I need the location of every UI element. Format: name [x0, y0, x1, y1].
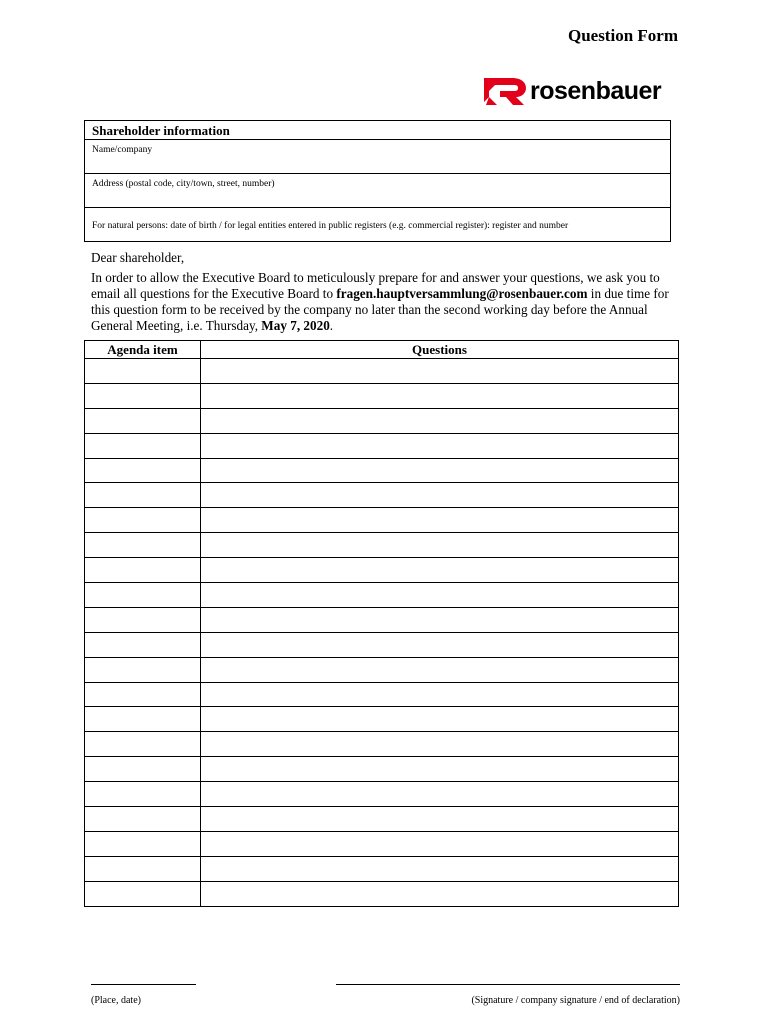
agenda-item-cell[interactable] [85, 807, 201, 832]
deadline-date: May 7, 2020 [261, 318, 330, 333]
table-row [85, 483, 679, 508]
table-row [85, 408, 679, 433]
table-row [85, 657, 679, 682]
table-row [85, 757, 679, 782]
rosenbauer-r-logo-icon [482, 75, 528, 107]
table-row [85, 508, 679, 533]
question-cell[interactable] [201, 632, 679, 657]
table-row [85, 831, 679, 856]
letter-body-part1: In order to allow the Executive Board to meticulously prepare for and answer your questions, we ask you to email all questions for the Executive Board to [91, 270, 660, 301]
agenda-item-cell[interactable] [85, 856, 201, 881]
table-row [85, 682, 679, 707]
agenda-item-cell[interactable] [85, 383, 201, 408]
question-cell[interactable] [201, 458, 679, 483]
name-company-field[interactable] [85, 140, 670, 174]
agenda-item-cell[interactable] [85, 359, 201, 384]
logo-wordmark: rosenbauer [530, 76, 662, 105]
agenda-item-cell[interactable] [85, 558, 201, 583]
table-row [85, 632, 679, 657]
question-cell[interactable] [201, 359, 679, 384]
agenda-item-cell[interactable] [85, 657, 201, 682]
question-cell[interactable] [201, 408, 679, 433]
question-cell[interactable] [201, 881, 679, 906]
name-company-label: Name/company [92, 145, 153, 155]
email-address[interactable]: fragen.hauptversammlung@rosenbauer.com [336, 286, 588, 301]
question-cell[interactable] [201, 682, 679, 707]
questions-table-body [85, 359, 679, 907]
instruction-letter [91, 250, 681, 334]
letter-body-part2: in due time for this question form to be received by the company no later than the second working day before the Annual General Meeting, i.e. Thursday, [91, 286, 669, 333]
form-title: Question Form [567, 26, 678, 45]
letter-body [91, 270, 681, 334]
letter-body-end: . [329, 318, 334, 333]
shareholder-info-box [84, 120, 671, 242]
questions-header: Questions [201, 341, 679, 359]
signature-line[interactable] [336, 984, 680, 985]
agenda-item-cell[interactable] [85, 433, 201, 458]
table-row [85, 533, 679, 558]
agenda-item-cell[interactable] [85, 533, 201, 558]
table-row [85, 782, 679, 807]
question-cell[interactable] [201, 433, 679, 458]
address-field[interactable] [85, 174, 670, 208]
table-row [85, 383, 679, 408]
agenda-item-cell[interactable] [85, 408, 201, 433]
question-cell[interactable] [201, 508, 679, 533]
shareholder-info-heading: Shareholder information [85, 121, 670, 140]
agenda-item-cell[interactable] [85, 831, 201, 856]
table-header-row [85, 341, 679, 359]
question-cell[interactable] [201, 607, 679, 632]
agenda-item-cell[interactable] [85, 583, 201, 608]
question-cell[interactable] [201, 383, 679, 408]
agenda-item-cell[interactable] [85, 607, 201, 632]
agenda-item-cell[interactable] [85, 508, 201, 533]
agenda-item-cell[interactable] [85, 707, 201, 732]
table-row [85, 433, 679, 458]
register-number-field[interactable] [85, 208, 670, 242]
table-row [85, 583, 679, 608]
table-row [85, 707, 679, 732]
agenda-item-header: Agenda item [85, 341, 201, 359]
table-row [85, 856, 679, 881]
address-label: Address (postal code, city/town, street, number) [92, 179, 275, 189]
question-cell[interactable] [201, 558, 679, 583]
place-date-line[interactable] [91, 984, 196, 985]
signature-label: (Signature / company signature / end of declaration) [471, 995, 680, 1006]
agenda-item-cell[interactable] [85, 483, 201, 508]
question-cell[interactable] [201, 782, 679, 807]
question-cell[interactable] [201, 483, 679, 508]
table-row [85, 607, 679, 632]
question-cell[interactable] [201, 807, 679, 832]
question-cell[interactable] [201, 757, 679, 782]
table-row [85, 359, 679, 384]
table-row [85, 732, 679, 757]
table-row [85, 458, 679, 483]
agenda-item-cell[interactable] [85, 732, 201, 757]
question-cell[interactable] [201, 657, 679, 682]
question-cell[interactable] [201, 856, 679, 881]
greeting: Dear shareholder, [91, 250, 185, 265]
agenda-item-cell[interactable] [85, 881, 201, 906]
rosenbauer-logo [482, 74, 682, 108]
table-row [85, 558, 679, 583]
questions-table [84, 340, 679, 907]
table-row [85, 881, 679, 906]
agenda-item-cell[interactable] [85, 682, 201, 707]
agenda-item-cell[interactable] [85, 458, 201, 483]
question-cell[interactable] [201, 831, 679, 856]
place-date-label: (Place, date) [91, 995, 141, 1006]
table-row [85, 807, 679, 832]
question-cell[interactable] [201, 533, 679, 558]
question-cell[interactable] [201, 707, 679, 732]
question-cell[interactable] [201, 583, 679, 608]
agenda-item-cell[interactable] [85, 632, 201, 657]
question-cell[interactable] [201, 732, 679, 757]
agenda-item-cell[interactable] [85, 757, 201, 782]
agenda-item-cell[interactable] [85, 782, 201, 807]
register-number-label: For natural persons: date of birth / for legal entities entered in public registers (e.g. commercial register): register and number [92, 221, 569, 231]
